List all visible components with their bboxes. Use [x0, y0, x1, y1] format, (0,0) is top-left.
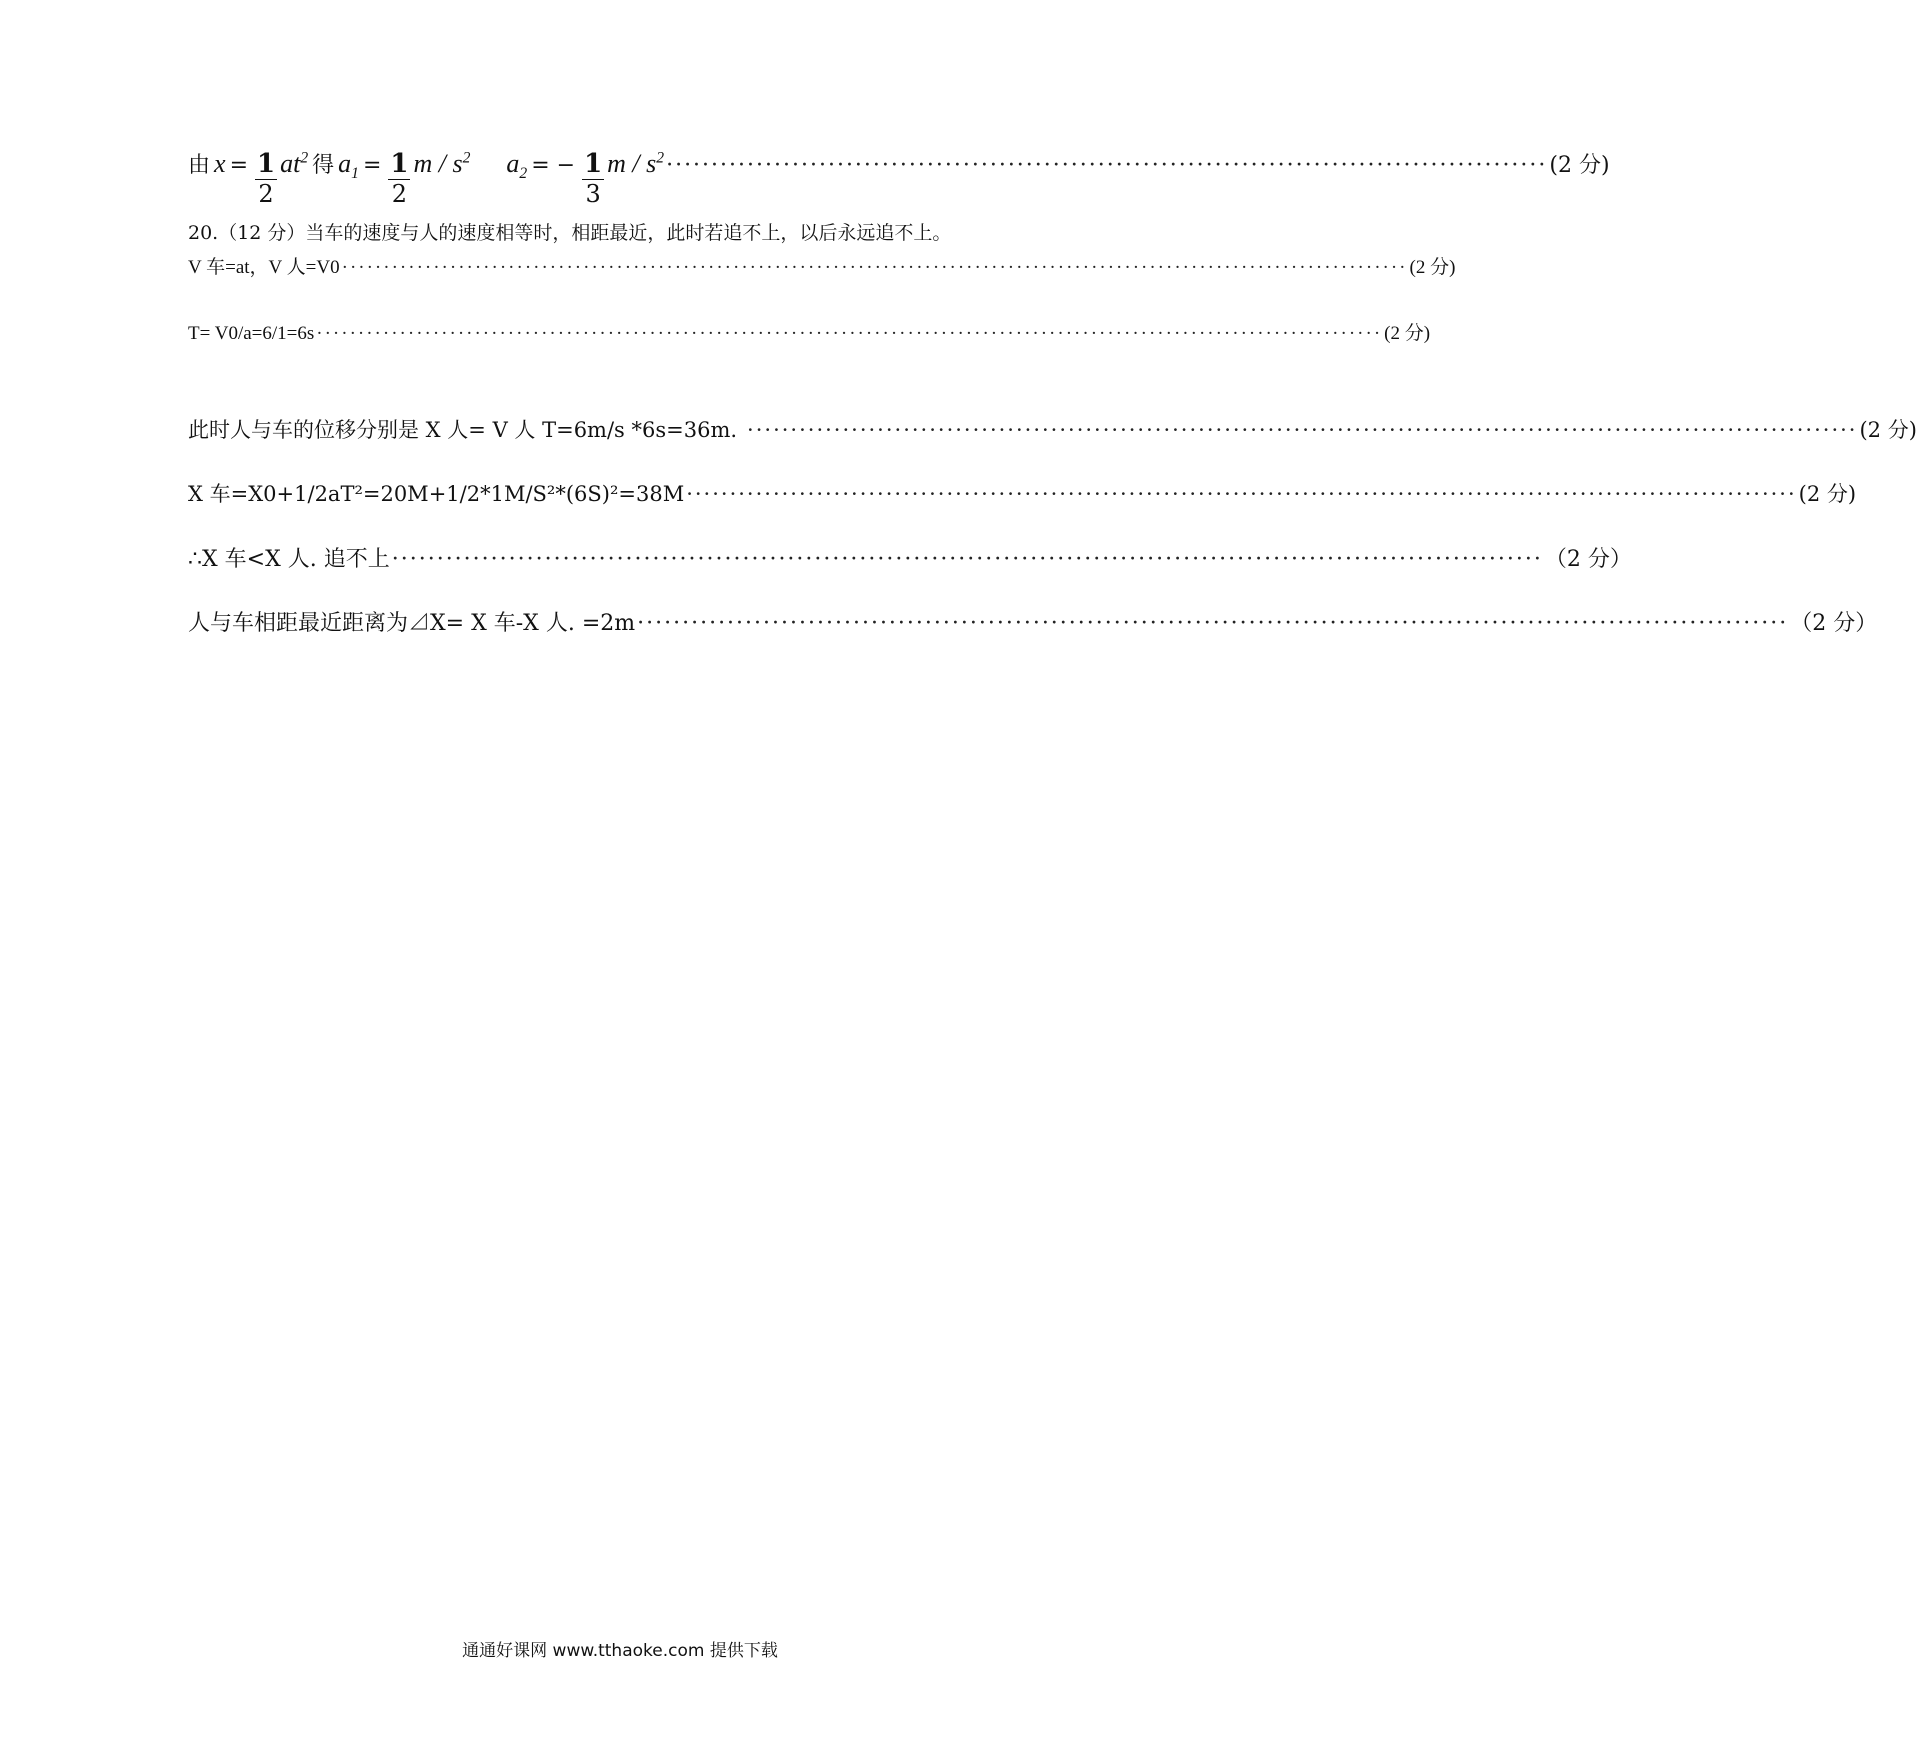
dot-leader: ································································································································ [341, 257, 1408, 278]
answer-text-2: T= V0/a=6/1=6s [188, 323, 315, 344]
score-label: （2 分） [1790, 611, 1878, 636]
score-label: (2 分) [1409, 257, 1456, 278]
answer-line-4 [188, 478, 1857, 508]
formula-unit-2: m / $s^2$ [607, 149, 665, 178]
answer-line-6 [188, 606, 1878, 637]
answer-line-5 [188, 542, 1632, 573]
score-label: (2 分) [1859, 418, 1917, 442]
formula-line [188, 148, 1610, 208]
dot-leader: ································································································································ [686, 482, 1797, 506]
answer-line-1 [188, 252, 1456, 279]
fraction-half-2: $\frac{1}{2}$ [390, 149, 409, 208]
problem-text: 20.（12 分）当车的速度与人的速度相等时，相距最近，此时若追不上，以后永远追不上。 [188, 222, 952, 244]
problem-heading [188, 218, 1068, 245]
formula-a2: $a_2$ [506, 149, 528, 183]
score-label: (2 分) [1384, 323, 1431, 344]
score-label: (2 分) [1798, 482, 1857, 506]
formula-x: x [214, 149, 226, 178]
formula-prefix: 由 [188, 153, 211, 178]
dot-leader: ································································································································ [637, 611, 1789, 636]
fraction-third: $\frac{1}{3}$ [584, 149, 603, 208]
answer-text-5: ∴X 车<X 人. 追不上 [188, 547, 390, 572]
answer-text-1: V 车=at，V 人=V0 [188, 257, 340, 278]
answer-line-3 [188, 414, 1917, 444]
answer-line-2 [188, 318, 1431, 345]
answer-text-6: 人与车相距最近距离为⊿X= X 车-X 人. =2m [188, 611, 636, 636]
equals-sign: = [229, 153, 248, 178]
score-label: (2 分) [1549, 153, 1610, 178]
answer-text-4: X 车=X0+1/2aT²=20M+1/2*1M/S²*(6S)²=38M [188, 482, 685, 506]
fraction-half: $\frac{1}{2}$ [257, 149, 276, 208]
dot-leader: ································································································································ [747, 418, 1858, 442]
score-label: （2 分） [1544, 547, 1632, 572]
page-footer: 通通好课网 www.tthaoke.com 提供下载 [462, 1641, 778, 1661]
formula-at2: $at^2$ [280, 149, 309, 178]
formula-unit-1: m / $s^2$ [413, 149, 471, 178]
dot-leader: ·································································································· [666, 153, 1548, 178]
answer-text-3: 此时人与车的位移分别是 X 人= V 人 T=6m/s *6s=36m. [188, 418, 738, 442]
dot-leader: ································································································································ [316, 323, 1383, 344]
equals-sign-2: = [362, 153, 382, 178]
equals-sign-3: = − [531, 153, 576, 178]
dot-leader: ································································································································ [391, 547, 1543, 572]
formula-mid: 得 [312, 153, 335, 178]
formula-a1: $a_1$ [338, 149, 359, 183]
